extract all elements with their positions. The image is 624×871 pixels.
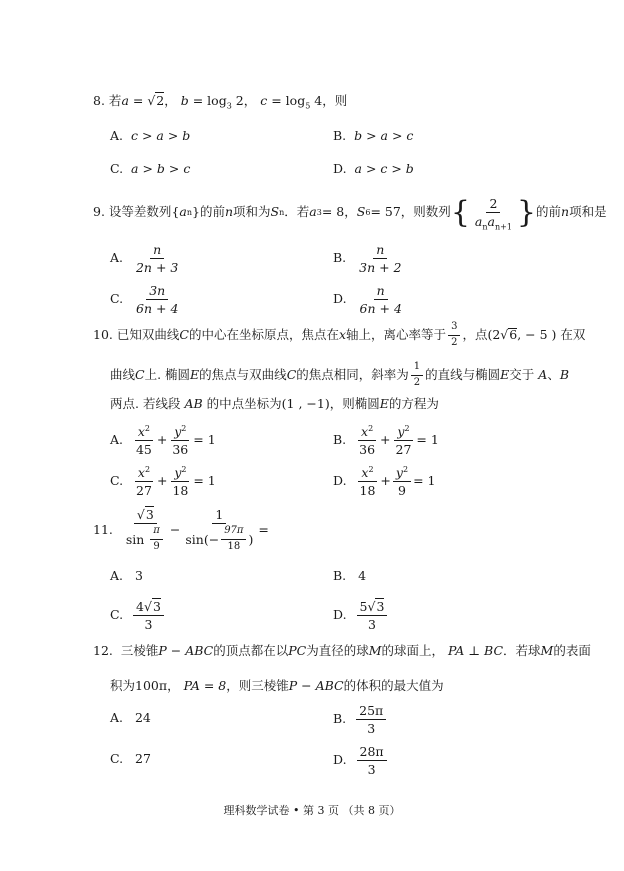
q8-option-d: D. a > c > b (333, 161, 414, 176)
q10-option-c: C. $\frac{x^2}{27}$ + $\frac{y^2}{18}$ = 1 (110, 464, 216, 499)
q8-option-a: A. c > a > b (110, 128, 191, 143)
q12-line-2: 积为100π， PA = 8，则三棱锥P − ABC的体积的最大值为 (110, 678, 444, 693)
q9-option-a: A. $\frac{n}{2n + 3}$ (110, 242, 179, 276)
q12-option-a: A. 24 (110, 710, 151, 725)
q10-option-a: A. $\frac{x^2}{45}$ + $\frac{y^2}{36}$ = 1 (110, 423, 216, 458)
q12-option-d: D. $\frac{28\pi}{3}$ (333, 745, 389, 776)
q11-stem: 11. √3 sin $\frac{\pi}{9}$ − 1 sin(− $\frac{97\pi}{18}$ ) = (93, 507, 269, 552)
q8-stem: 8. 若a = √2， $b = \log_3 2$， $c = \log_5 4$，则 (93, 93, 348, 111)
page-footer: 理科数学试卷 • 第 3 页 （共 8 页） (223, 804, 401, 817)
q10-option-b: B. $\frac{x^2}{36}$ + $\frac{y^2}{27}$ = 1 (333, 423, 439, 458)
q10-line-2: 曲线 C 上. 椭圆 E 的焦点与双曲线 C 的焦点相同，斜率为 $\frac{1}{2}$ 的直线与椭圆 E 交于 A 、 B (110, 361, 570, 388)
q11-option-d: D. $\frac{5√3}{3}$ (333, 600, 389, 631)
q8-option-c: C. a > b > c (110, 161, 191, 176)
q9-stem: 9. 设等差数列 { a n } 的前 n 项和为 S n ．若 a 3 = 8 ， S 6 = 57 ，则数列 { $\frac{2}{a_na_{n+1}}$ } 的前 n 项和是 (93, 194, 607, 232)
q12-option-b: B. $\frac{25\pi}{3}$ (333, 704, 388, 735)
q9-option-b: B. $\frac{n}{3n + 2}$ (333, 242, 402, 276)
q8-option-b: B. b > a > c (333, 128, 414, 143)
q9-seq-fraction: $\frac{2}{a_na_{n+1}}$ (474, 196, 512, 232)
q12-line-1: 12. 三棱锥P − ABC的顶点都在以PC为直径的球M的球面上， PA ⊥ BC．若球M的表面 (93, 643, 591, 658)
q10-option-d: D. $\frac{x^2}{18}$ + $\frac{y^2}{9}$ = 1 (333, 464, 436, 499)
q10-line-1: 10. 已知双曲线 C 的中心在坐标原点，焦点在 x 轴上，离心率等于 $\frac{3}{2}$ ，点( 2 √ 6 , − 5 ) 在双 (93, 321, 586, 348)
q11-option-b: B. 4 (333, 568, 367, 583)
q10-line-3: 两点. 若线段 AB 的中点坐标为(1 , −1)，则椭圆E的方程为 (110, 396, 439, 411)
q12-option-c: C. 27 (110, 751, 151, 766)
q11-option-c: C. $\frac{4√3}{3}$ (110, 600, 166, 631)
q9-option-c: C. $\frac{3n}{6n + 4}$ (110, 283, 179, 317)
q9-option-d: D. $\frac{n}{6n + 4}$ (333, 283, 402, 317)
q11-option-a: A. 3 (110, 568, 143, 583)
